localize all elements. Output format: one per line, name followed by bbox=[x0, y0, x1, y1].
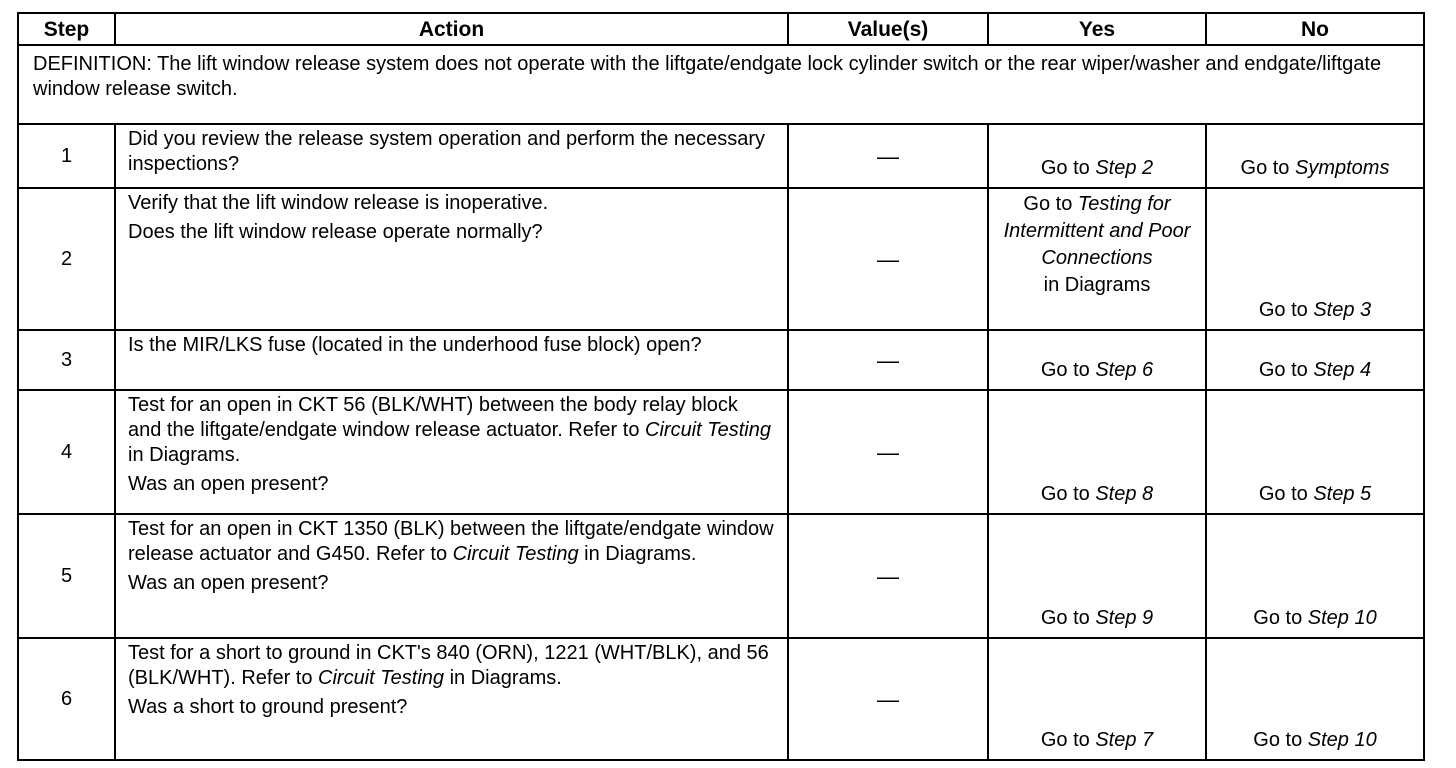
no-link[interactable]: Step 10 bbox=[1307, 607, 1377, 629]
header-no: No bbox=[1206, 13, 1424, 45]
table-row bbox=[18, 638, 1424, 760]
yes-cell bbox=[988, 188, 1206, 330]
yes-prefix: Go to bbox=[1040, 483, 1096, 505]
circuit-testing-link[interactable]: Circuit Testing bbox=[318, 667, 445, 689]
value-cell: — bbox=[788, 638, 988, 760]
step-number: 1 bbox=[18, 124, 115, 188]
step-number: 2 bbox=[18, 188, 115, 330]
action-cell bbox=[115, 188, 788, 330]
no-prefix: Go to bbox=[1240, 157, 1295, 179]
header-row bbox=[18, 13, 1424, 45]
no-prefix: Go to bbox=[1253, 607, 1308, 629]
action-text-pre: Test for a short to ground in CKT's 840 (ORN), 1221 (WHT/BLK), and 56 (BLK/WHT). Refer to bbox=[128, 642, 769, 689]
action-question: Was a short to ground present? bbox=[128, 696, 408, 718]
table-row bbox=[18, 390, 1424, 514]
table-row bbox=[18, 330, 1424, 390]
no-prefix: Go to bbox=[1253, 729, 1308, 751]
value-cell: — bbox=[788, 390, 988, 514]
yes-link[interactable]: Step 6 bbox=[1095, 359, 1154, 381]
step-number: 3 bbox=[18, 330, 115, 390]
no-link[interactable]: Step 4 bbox=[1313, 359, 1372, 381]
no-cell bbox=[1206, 390, 1424, 514]
step-number: 5 bbox=[18, 514, 115, 638]
yes-prefix: Go to bbox=[1040, 359, 1096, 381]
table-row bbox=[18, 188, 1424, 330]
action-cell bbox=[115, 124, 788, 188]
action-text-post: in Diagrams. bbox=[444, 667, 562, 689]
value-cell: — bbox=[788, 514, 988, 638]
header-step: Step bbox=[18, 13, 115, 45]
yes-link[interactable]: Testing for Intermittent and Poor Connections bbox=[1003, 193, 1191, 269]
action-text: Did you review the release system operation and perform the necessary inspections? bbox=[128, 128, 765, 175]
yes-prefix: Go to bbox=[1040, 157, 1096, 179]
value-cell: — bbox=[788, 188, 988, 330]
circuit-testing-link[interactable]: Circuit Testing bbox=[645, 419, 771, 441]
header-yes: Yes bbox=[988, 13, 1206, 45]
no-link[interactable]: Step 10 bbox=[1307, 729, 1377, 751]
no-link[interactable]: Step 3 bbox=[1313, 299, 1372, 321]
no-link[interactable]: Symptoms bbox=[1295, 157, 1390, 179]
action-text: Is the MIR/LKS fuse (located in the underhood fuse block) open? bbox=[128, 334, 702, 356]
no-cell bbox=[1206, 124, 1424, 188]
value-cell: — bbox=[788, 330, 988, 390]
yes-cell bbox=[988, 514, 1206, 638]
action-cell bbox=[115, 330, 788, 390]
no-prefix: Go to bbox=[1258, 299, 1314, 321]
yes-suffix: in Diagrams bbox=[1043, 274, 1151, 296]
yes-prefix: Go to bbox=[1023, 193, 1078, 215]
action-text bbox=[128, 517, 775, 567]
yes-cell bbox=[988, 390, 1206, 514]
value-cell: — bbox=[788, 124, 988, 188]
yes-link[interactable]: Step 2 bbox=[1095, 157, 1154, 179]
step-number: 6 bbox=[18, 638, 115, 760]
yes-link[interactable]: Step 8 bbox=[1095, 483, 1154, 505]
no-cell bbox=[1206, 188, 1424, 330]
no-cell bbox=[1206, 330, 1424, 390]
action-text bbox=[128, 393, 775, 468]
no-prefix: Go to bbox=[1258, 483, 1314, 505]
table-row bbox=[18, 124, 1424, 188]
step-number: 4 bbox=[18, 390, 115, 514]
yes-prefix: Go to bbox=[1040, 729, 1096, 751]
no-cell bbox=[1206, 514, 1424, 638]
no-link[interactable]: Step 5 bbox=[1313, 483, 1372, 505]
no-prefix: Go to bbox=[1258, 359, 1314, 381]
yes-cell bbox=[988, 124, 1206, 188]
table-row bbox=[18, 514, 1424, 638]
yes-link[interactable]: Step 7 bbox=[1095, 729, 1154, 751]
yes-cell bbox=[988, 638, 1206, 760]
action-text-post: in Diagrams. bbox=[128, 444, 241, 466]
action-text-pre: Test for an open in CKT 1350 (BLK) between the liftgate/endgate window release actuator and G450. Refer to bbox=[128, 518, 774, 565]
yes-link[interactable]: Step 9 bbox=[1095, 607, 1154, 629]
yes-cell bbox=[988, 330, 1206, 390]
diagnostic-table-wrapper bbox=[17, 12, 1423, 761]
header-values: Value(s) bbox=[788, 13, 988, 45]
action-text-post: in Diagrams. bbox=[578, 543, 697, 565]
header-action: Action bbox=[115, 13, 788, 45]
action-cell bbox=[115, 390, 788, 514]
yes-prefix: Go to bbox=[1040, 607, 1096, 629]
action-question: Was an open present? bbox=[128, 473, 329, 495]
circuit-testing-link[interactable]: Circuit Testing bbox=[452, 543, 579, 565]
action-question: Was an open present? bbox=[128, 572, 329, 594]
definition-row bbox=[18, 45, 1424, 124]
action-cell bbox=[115, 638, 788, 760]
diagnostic-table bbox=[17, 12, 1425, 761]
definition-text: DEFINITION: The lift window release system does not operate with the liftgate/endgate lock cylinder switch or the rear wiper/washer and endgate/liftgate window release switch. bbox=[18, 45, 1424, 124]
no-cell bbox=[1206, 638, 1424, 760]
action-text-pre: Test for an open in CKT 56 (BLK/WHT) between the body relay block and the liftgate/endgate window release actuator. Refer to bbox=[128, 394, 738, 441]
action-cell bbox=[115, 514, 788, 638]
action-text: Verify that the lift window release is inoperative. bbox=[128, 192, 549, 214]
action-question: Does the lift window release operate normally? bbox=[128, 221, 543, 243]
action-text bbox=[128, 641, 775, 691]
